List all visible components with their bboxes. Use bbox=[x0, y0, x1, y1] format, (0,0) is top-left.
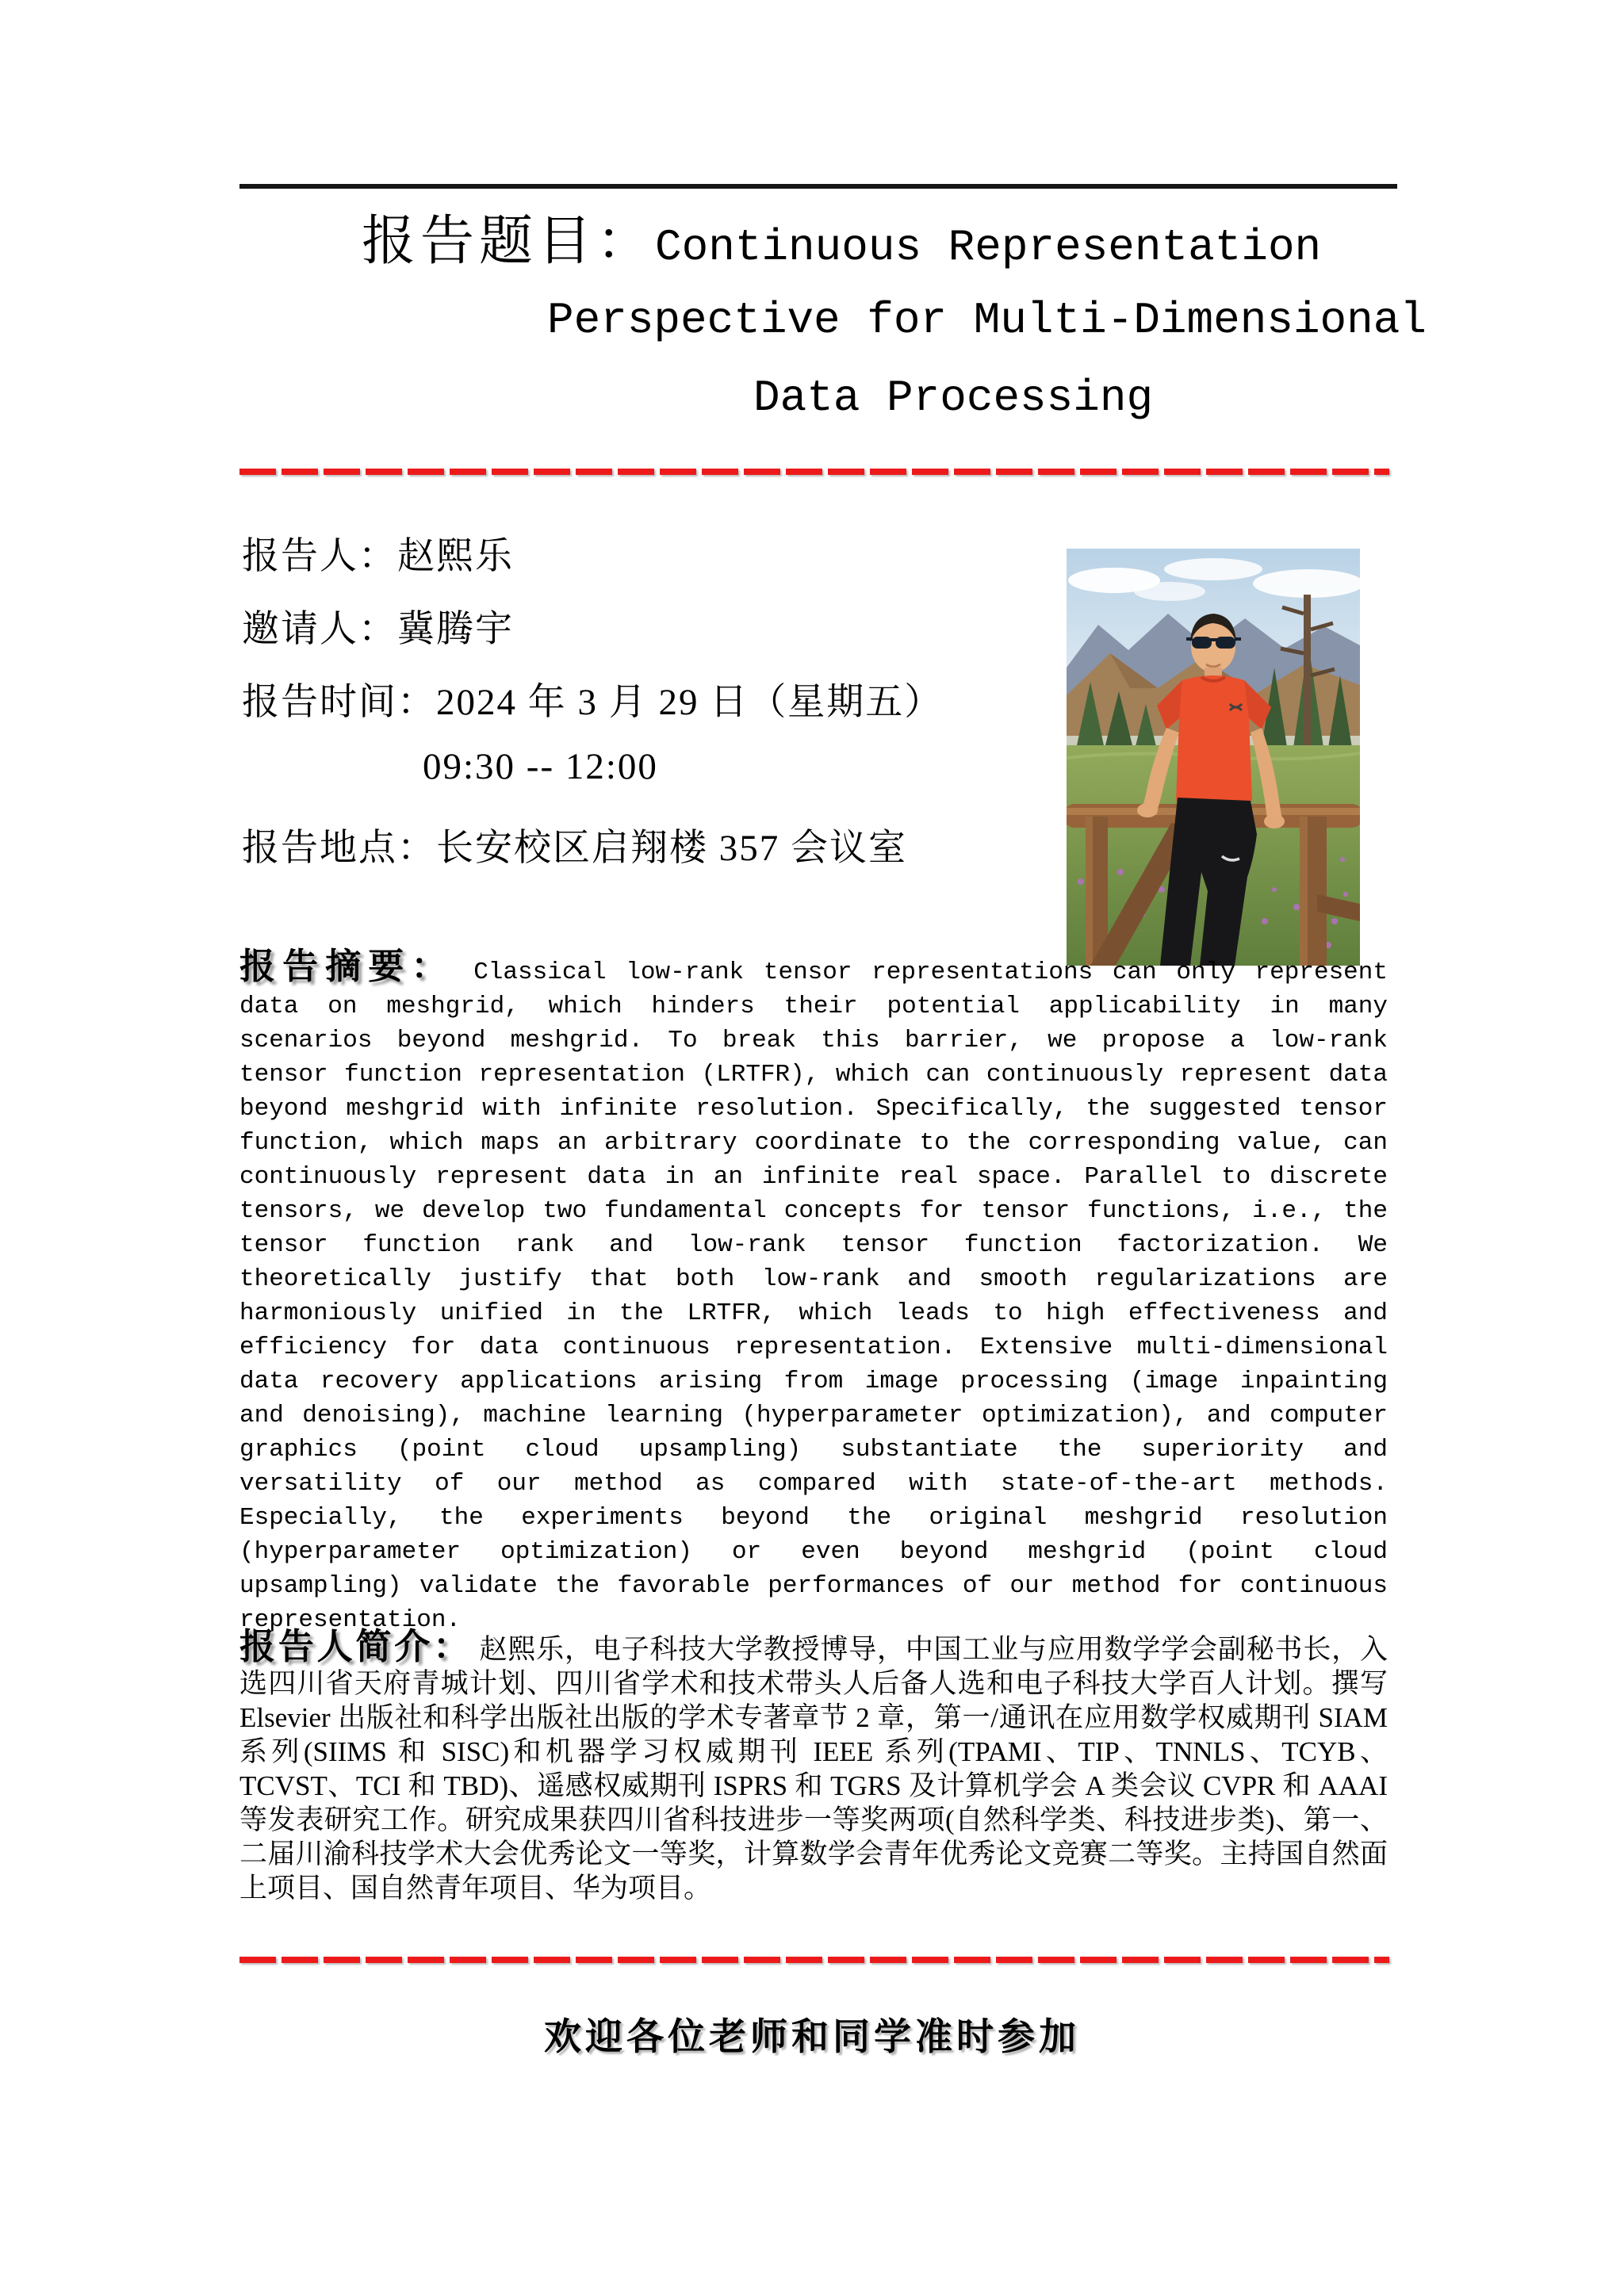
speaker-photo bbox=[1067, 549, 1360, 966]
talk-info bbox=[242, 526, 943, 891]
talk-title-line-2 bbox=[547, 295, 1427, 346]
top-rule bbox=[239, 184, 1397, 189]
talk-title-text-2: Perspective for Multi-Dimensional bbox=[547, 295, 1427, 346]
talk-title-line-3 bbox=[753, 373, 1154, 423]
venue-label: 报告地点： bbox=[242, 828, 436, 869]
inviter-row bbox=[242, 599, 943, 672]
abstract-text: Classical low-rank tensor representations can only represent data on meshgrid, which hinders their potential applicability in many scenarios beyond meshgrid. To break this barrier, we propose a low-rank tensor function representation (LRTFR), which can continuously represent data beyond meshgrid with infinite resolution. Specifically, the suggested tensor function, which maps an arbitrary coordinate to the corresponding value, can continuously represent data in an infinite real space. Parallel to discrete tensors, we develop two fundamental concepts for tensor functions, i.e., the tensor function rank and low-rank tensor function factorization. We theoretically justify that both low-rank and smooth regularizations are harmoniously unified in the LRTFR, which leads to high effectiveness and efficiency for data continuous representation. Extensive multi-dimensional data recovery applications arising from image processing (image inpainting and denoising), machine learning (hyperparameter optimization), and computer graphics (point cloud upsampling) substantiate the superiority and versatility of our method as compared with state-of-the-art methods. Especially, the experiments beyond the original meshgrid resolution (hyperparameter optimization) or even beyond meshgrid (point cloud upsampling) validate the favorable performances of our method for continuous representation. bbox=[239, 959, 1388, 1634]
time-label: 报告时间： bbox=[242, 682, 436, 723]
closing-line: 欢迎各位老师和同学准时参加 bbox=[544, 2017, 1080, 2058]
red-dashed-divider-top bbox=[239, 469, 1389, 475]
inviter-name: 冀腾宇 bbox=[397, 609, 514, 650]
talk-time-range: 09:30 -- 12:00 bbox=[423, 746, 658, 787]
bio-text: 赵熙乐，电子科技大学教授博导，中国工业与应用数学学会副秘书长，入选四川省天府青城计划、四川省学术和技术带头人后备人选和电子科技大学百人计划。撰写 Elsevier 出版社和科学出版社出版的学术专著章节 2 章，第一/通讯在应用数学权威期刊 SIAM 系列(SIIMS 和 SISC)和机器学习权威期刊 IEEE 系列(TPAMI、TIP、TNNLS、TCYB、TCVST、TCI 和 TBD)、遥感权威期刊 ISPRS 和 TGRS 及计算机学会 A 类会议 CVPR 和 AAAI 等发表研究工作。研究成果获四川省科技进步一等奖两项(自然科学类、科技进步类)、第一、二届川渝科技学术大会优秀论文一等奖，计算数学会青年优秀论文竞赛二等奖。主持国自然面上项目、国自然青年项目、华为项目。 bbox=[239, 1634, 1388, 1904]
bio-section bbox=[239, 1627, 1388, 1905]
venue-row bbox=[242, 818, 943, 891]
inviter-label: 邀请人： bbox=[242, 609, 397, 650]
talk-title-text-3: Data Processing bbox=[753, 373, 1154, 423]
speaker-label: 报告人： bbox=[242, 536, 397, 577]
speaker-name: 赵熙乐 bbox=[397, 536, 514, 577]
time-row bbox=[242, 672, 943, 745]
abstract-heading: 报告摘要： bbox=[239, 947, 454, 986]
bio-heading: 报告人简介： bbox=[239, 1627, 472, 1667]
talk-title-text-1: Continuous Representation bbox=[655, 222, 1322, 273]
time-range-row bbox=[242, 745, 943, 818]
abstract-section bbox=[239, 947, 1388, 1637]
speaker-row bbox=[242, 526, 943, 599]
talk-title-label: 报告题目： bbox=[362, 211, 656, 271]
talk-date: 2024 年 3 月 29 日（星期五） bbox=[436, 682, 944, 723]
red-dashed-divider-bottom bbox=[239, 1957, 1389, 1963]
talk-title-line-1 bbox=[362, 211, 1322, 273]
venue-name: 长安校区启翔楼 357 会议室 bbox=[436, 828, 907, 869]
